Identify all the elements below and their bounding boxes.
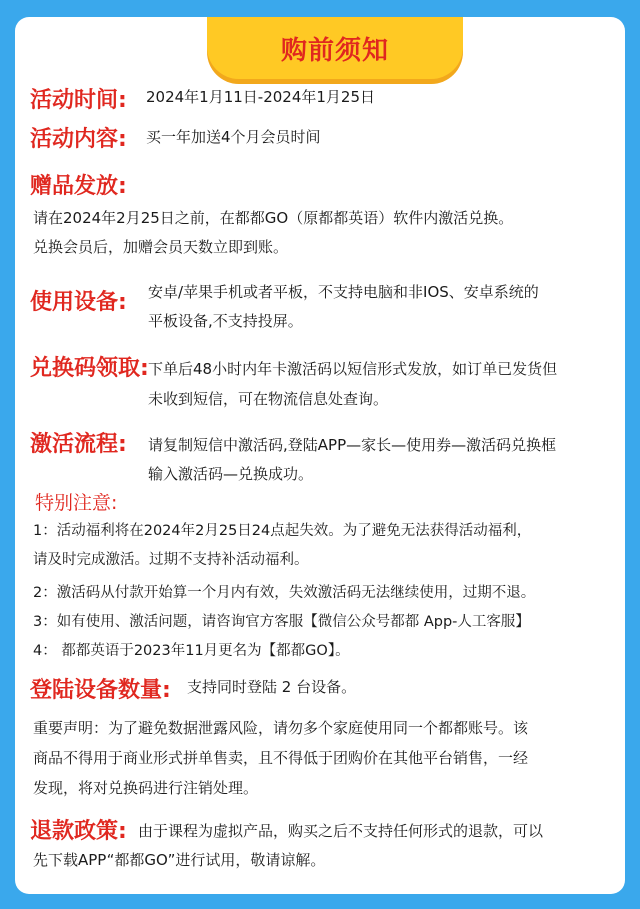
activity-time-label: 活动时间: bbox=[30, 88, 127, 113]
activity-content-text: 买一年加送4个月会员时间 bbox=[146, 128, 321, 146]
activation-line-2: 输入激活码—兑换成功。 bbox=[148, 465, 314, 483]
refund-line-1: 由于课程为虚拟产品，购买之后不支持任何形式的退款，可以 bbox=[138, 822, 544, 840]
notes-line-2: 请及时完成激活。过期不支持补活动福利。 bbox=[33, 552, 309, 568]
activity-time-text: 2024年1月11日-2024年1月25日 bbox=[146, 88, 376, 106]
redeem-code-line-1: 下单后48小时内年卡激活码以短信形式发放，如订单已发货但 bbox=[148, 360, 558, 378]
activity-content-label: 活动内容: bbox=[30, 127, 127, 152]
login-devices-text: 支持同时登陆 2 台设备。 bbox=[187, 678, 357, 696]
notice-card bbox=[15, 17, 625, 894]
notes-label: 特别注意: bbox=[35, 492, 118, 514]
redeem-code-label: 兑换码领取: bbox=[30, 356, 149, 381]
activation-line-1: 请复制短信中激活码,登陆APP—家长—使用券—激活码兑换框 bbox=[148, 436, 557, 454]
notes-line-1: 1：活动福利将在2024年2月25日24点起失效。为了避免无法获得活动福利， bbox=[33, 523, 532, 539]
statement-line-3: 发现，将对兑换码进行注销处理。 bbox=[33, 779, 259, 797]
notes-line-5: 4： 都都英语于2023年11月更名为【都都GO】。 bbox=[33, 643, 350, 659]
notes-line-4: 3：如有使用、激活问题，请咨询官方客服【微信公众号都都 App-人工客服】 bbox=[33, 614, 530, 630]
gift-label: 赠品发放: bbox=[30, 174, 127, 199]
statement-line-1: 重要声明：为了避免数据泄露风险，请勿多个家庭使用同一个都都账号。该 bbox=[33, 719, 529, 737]
devices-line-2: 平板设备,不支持投屏。 bbox=[148, 312, 303, 330]
gift-line-2: 兑换会员后，加赠会员天数立即到账。 bbox=[33, 238, 289, 256]
activation-label: 激活流程: bbox=[30, 432, 127, 457]
devices-label: 使用设备: bbox=[30, 290, 127, 315]
gift-line-1: 请在2024年2月25日之前，在都都GO（原都都英语）软件内激活兑换。 bbox=[33, 209, 514, 227]
login-devices-label: 登陆设备数量: bbox=[30, 678, 171, 703]
page-title: 购前须知 bbox=[280, 35, 389, 66]
title-banner bbox=[207, 17, 463, 79]
statement-line-2: 商品不得用于商业形式拼单售卖，且不得低于团购价在其他平台销售，一经 bbox=[33, 749, 529, 767]
redeem-code-line-2: 未收到短信，可在物流信息处查询。 bbox=[148, 390, 389, 408]
devices-line-1: 安卓/苹果手机或者平板，不支持电脑和非IOS、安卓系统的 bbox=[148, 283, 539, 301]
refund-label: 退款政策: bbox=[30, 819, 127, 844]
refund-line-2: 先下载APP“都都GO”进行试用，敬请谅解。 bbox=[33, 851, 326, 869]
notes-line-3: 2：激活码从付款开始算一个月内有效，失效激活码无法继续使用，过期不退。 bbox=[33, 585, 536, 601]
